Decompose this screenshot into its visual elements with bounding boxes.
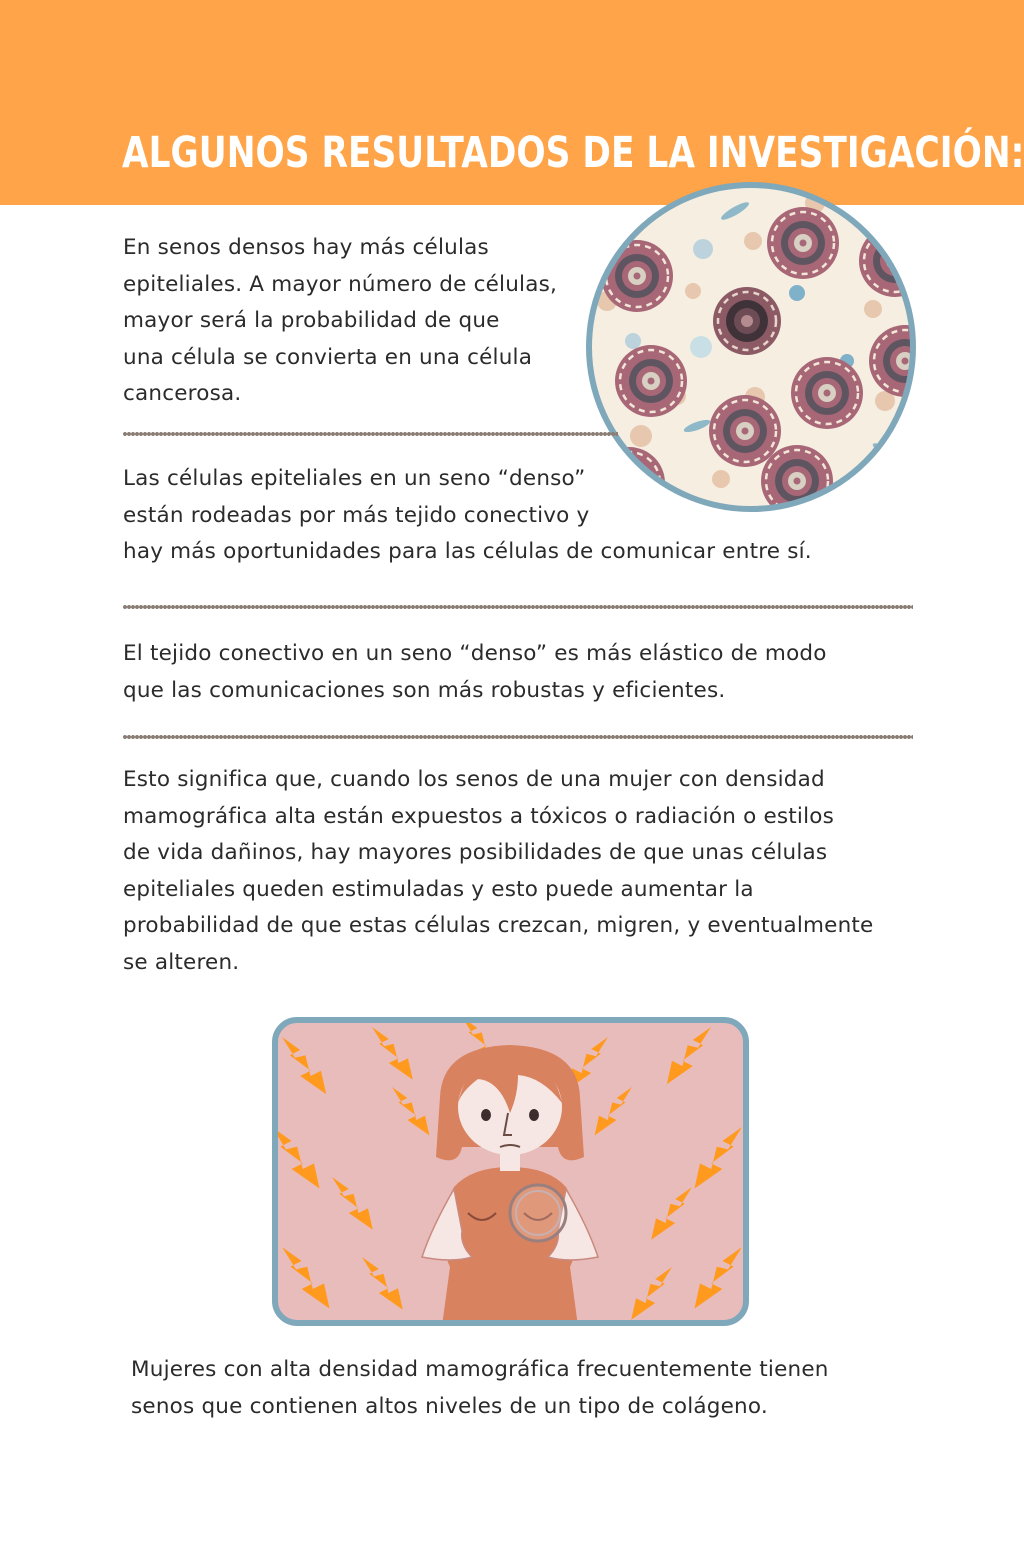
paragraph-epithelial-cells: En senos densos hay más células epiteliales. A mayor número de células, mayor será la probabilidad de que una célula se convierta en una célula cancerosa. (123, 235, 558, 406)
woman-breast-exposure-illustration (272, 1017, 749, 1326)
caption-collagen: Mujeres con alta densidad mamográfica frecuentemente tienen senos que contienen altos niveles de un tipo de colágeno. (131, 1357, 829, 1419)
dotted-divider (123, 431, 618, 437)
paragraph-elastic-tissue: El tejido conectivo en un seno “denso” es más elástico de modo que las comunicaciones son más robustas y eficientes. (123, 641, 827, 703)
dotted-divider (123, 604, 913, 610)
paragraph-meaning: Esto significa que, cuando los senos de una mujer con densidad mamográfica alta están expuestos a tóxicos o radiación o estilos de vida dañinos, hay mayores posibilidades de que unas células epiteliales queden estimuladas y esto puede aumentar la probabilidad de que estas células crezcan, migren, y eventualmente se alteren. (123, 767, 874, 975)
dotted-divider (123, 734, 913, 740)
page-title: ALGUNOS RESULTADOS DE LA INVESTIGACIÓN: (122, 128, 1024, 178)
paragraph-connective-tissue: Las células epiteliales en un seno “denso” están rodeadas por más tejido conectivo y hay más oportunidades para las células de comunicar entre sí. (123, 466, 812, 564)
